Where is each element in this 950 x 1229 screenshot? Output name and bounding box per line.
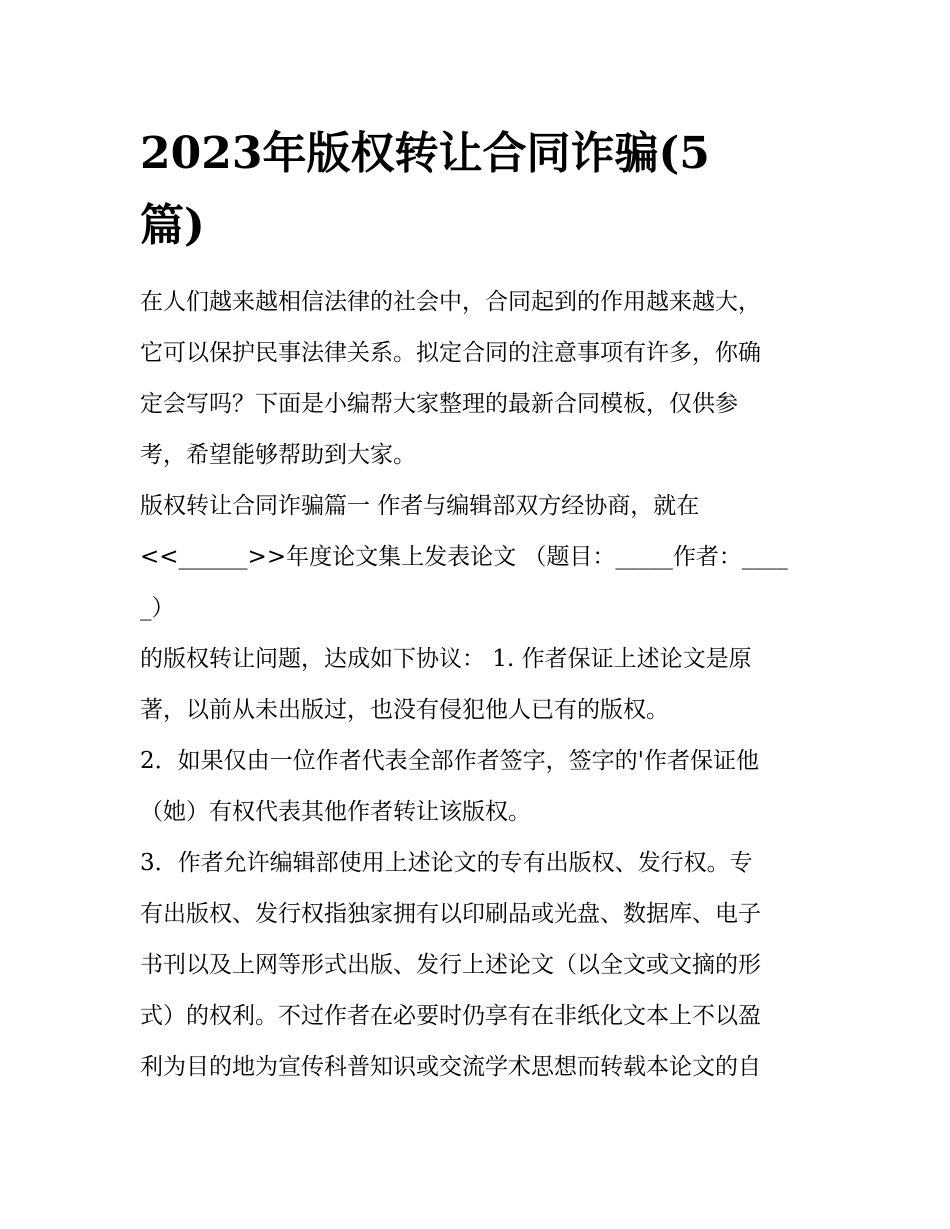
body-line: 在人们越来越相信法律的社会中，合同起到的作用越来越大， bbox=[140, 289, 761, 315]
title-line-1: 2023年版权转让合同诈骗(5 bbox=[140, 128, 710, 179]
body-line: <<______>>年度论文集上发表论文 （题目：_____作者：____ bbox=[140, 544, 788, 570]
body-line: 版权转让合同诈骗篇一 作者与编辑部双方经协商，就在 bbox=[140, 493, 700, 519]
document-body bbox=[140, 277, 820, 1093]
title-line-2: 篇) bbox=[140, 200, 205, 251]
body-line: 它可以保护民事法律关系。拟定合同的注意事项有许多，你确 bbox=[140, 340, 761, 366]
body-line: 的版权转让问题，达成如下协议： 1. 作者保证上述论文是原 bbox=[140, 646, 752, 672]
body-line: 利为目的地为宣传科普知识或交流学术思想而转载本论文的自 bbox=[140, 1054, 761, 1080]
body-line: 定会写吗？下面是小编帮大家整理的最新合同模板，仅供参 bbox=[140, 391, 738, 417]
body-line: 著，以前从未出版过，也没有侵犯他人已有的版权。 bbox=[140, 697, 669, 723]
body-line: 3．作者允许编辑部使用上述论文的专有出版权、发行权。专 bbox=[140, 850, 753, 876]
body-line: 考，希望能够帮助到大家。 bbox=[140, 442, 416, 468]
body-line: 2．如果仅由一位作者代表全部作者签字，签字的'作者保证他 bbox=[140, 748, 759, 774]
body-line: 有出版权、发行权指独家拥有以印刷品或光盘、数据库、电子 bbox=[140, 901, 761, 927]
body-line: 式）的权利。不过作者在必要时仍享有在非纸化文本上不以盈 bbox=[140, 1003, 761, 1029]
body-line: 书刊以及上网等形式出版、发行上述论文（以全文或文摘的形 bbox=[140, 952, 761, 978]
document-title bbox=[140, 118, 820, 262]
body-line: （她）有权代表其他作者转让该版权。 bbox=[140, 799, 531, 825]
body-line: _） bbox=[140, 595, 175, 621]
